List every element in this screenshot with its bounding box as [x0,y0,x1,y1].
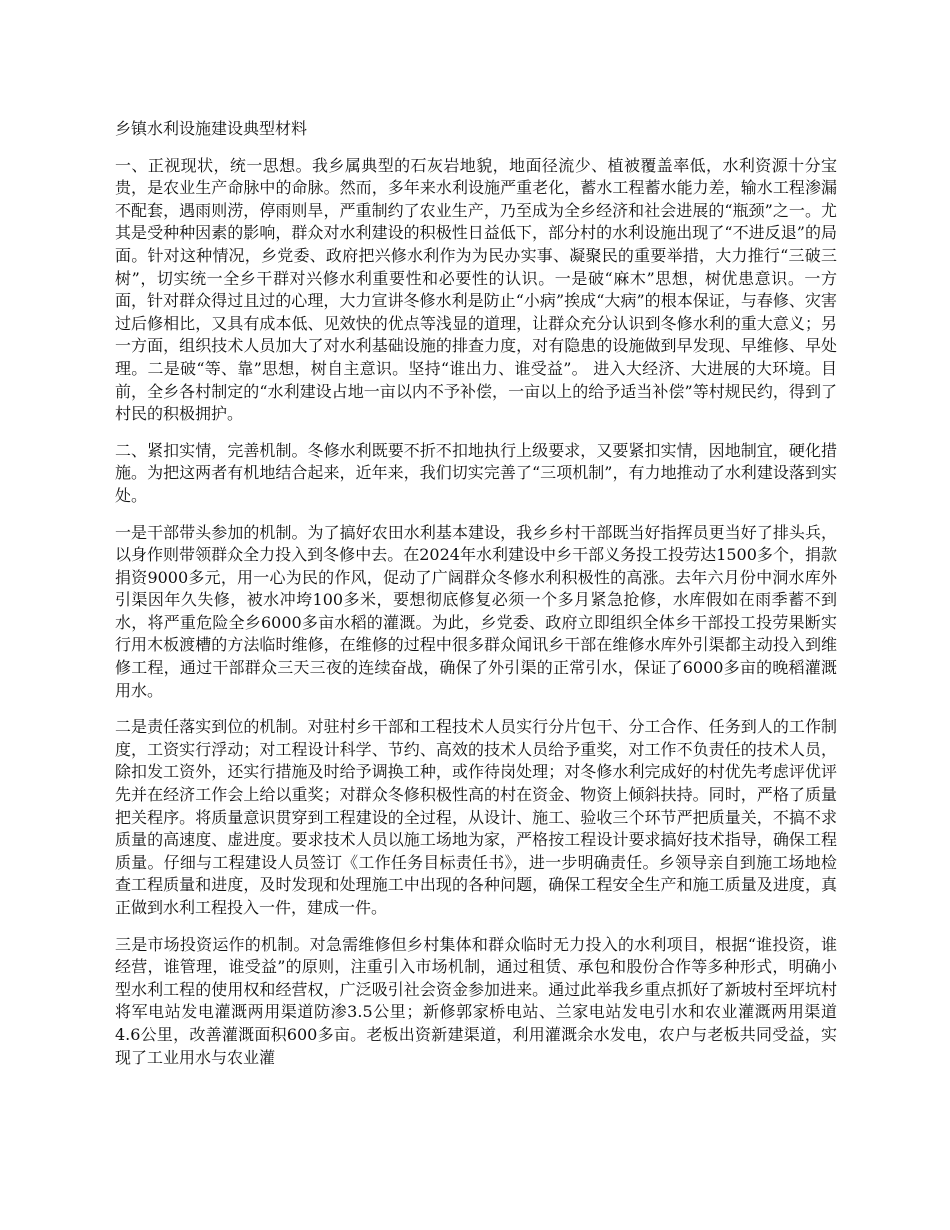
paragraph-responsibility-mechanism: 二是责任落实到位的机制。对驻村乡干部和工程技术人员实行分片包干、分工合作、任务到人的工作制度，工资实行浮动；对工程设计科学、节约、高效的技术人员给予重奖，对工作不负责任的技术人员，除扣发工资外，还实行措施及时给予调换工种，或作待岗处理；对冬修水利完成好的村优先考虑评优评先并在经济工作会上给以重奖；对群众冬修积极性高的村在资金、物资上倾斜扶持。同时，严格了质量把关程序。将质量意识贯穿到工程建设的全过程，从设计、施工、验收三个环节严把质量关，不搞不求质量的高速度、虚进度。要求技术人员以施工场地为家，严格按工程设计要求搞好技术指导，确保工程质量。仔细与工程建设人员签订《工作任务目标责任书》，进一步明确责任。乡领导亲自到施工场地检查工程质量和进度，及时发现和处理施工中出现的各种问题，确保工程安全生产和施工质量及进度，真正做到水利工程投入一件，建成一件。 [115,717,837,917]
paragraph-market-investment-mechanism: 三是市场投资运作的机制。对急需维修但乡村集体和群众临时无力投入的水利项目，根据“谁投资，谁经营，谁管理，谁受益”的原则，注重引入市场机制，通过租赁、承包和股份合作等多种形式，明确小型水利工程的使用权和经营权，广泛吸引社会资金参加进来。通过此举我乡重点抓好了新坡村至坪坑村将军电站发电灌溉两用渠道防渗3.5公里；新修郭家桥电站、兰家电站发电引水和农业灌溉两用渠道4.6公里，改善灌溉面积600多亩。老板出资新建渠道，利用灌溉余水发电，农户与老板共同受益，实现了工业用水与农业灌 [115,934,837,1067]
paragraph-unify-thinking: 一、正视现状，统一思想。我乡属典型的石灰岩地貌，地面径流少、植被覆盖率低，水利资源十分宝贵，是农业生产命脉中的命脉。然而，多年来水利设施严重老化，蓄水工程蓄水能力差，输水工程渗漏不配套，遇雨则涝，停雨则旱，严重制约了农业生产，乃至成为全乡经济和社会进展的“瓶颈”之一。尤其是受种种因素的影响，群众对水利建设的积极性日益低下，部分村的水利设施出现了“不进反退”的局面。针对这种情况，乡党委、政府把兴修水利作为为民办实事、凝聚民的重要举措，大力推行“三破三树”，切实统一全乡干群对兴修水利重要性和必要性的认识。一是破“麻木”思想，树优患意识。一方面，针对群众得过且过的心理，大力宣讲冬修水利是防止“小病”挨成“大病”的根本保证，与春修、灾害过后修相比，又具有成本低、见效快的优点等浅显的道理，让群众充分认识到冬修水利的重大意义；另一方面，组织技术人员加大了对水利基础设施的排查力度，对有隐患的设施做到早发现、早维修、早处理。二是破“等、靠”思想，树自主意识。坚持“谁出力、谁受益”。 进入大经济、大进展的大环境。目前，全乡各村制定的“水利建设占地一亩以内不予补偿，一亩以上的给予适当补偿”等村规民约，得到了村民的积极拥护。 [115,155,837,424]
paragraph-improve-mechanism: 二、紧扣实情，完善机制。冬修水利既要不折不扣地执行上级要求，又要紧扣实情，因地制宜，硬化措施。为把这两者有机地结合起来，近年来，我们切实完善了“三项机制”，有力地推动了水利建设落到实处。 [115,440,837,505]
document-page [115,118,837,1083]
document-title: 乡镇水利设施建设典型材料 [115,119,308,138]
paragraph-cadre-lead-mechanism: 一是干部带头参加的机制。为了搞好农田水利基本建设，我乡乡村干部既当好指挥员更当好了排头兵，以身作则带领群众全力投入到冬修中去。在2024年水利建设中乡干部义务投工投劳达1500多个，捐款捐资9000多元，用一心为民的作风，促动了广阔群众冬修水利积极性的高涨。去年六月份中洞水库外引渠因年久失修，被水冲垮100多米，要想彻底修复必须一个多月紧急抢修，水库假如在雨季蓄不到水，将严重危险全乡6000多亩水稻的灌溉。为此，乡党委、政府立即组织全体乡干部投工投劳果断实行用木板渡槽的方法临时维修，在维修的过程中很多群众闻讯乡干部在维修水库外引渠都主动投入到维修工程，通过干部群众三天三夜的连续奋战，确保了外引渠的正常引水，保证了6000多亩的晚稻灌溉用水。 [115,522,837,700]
